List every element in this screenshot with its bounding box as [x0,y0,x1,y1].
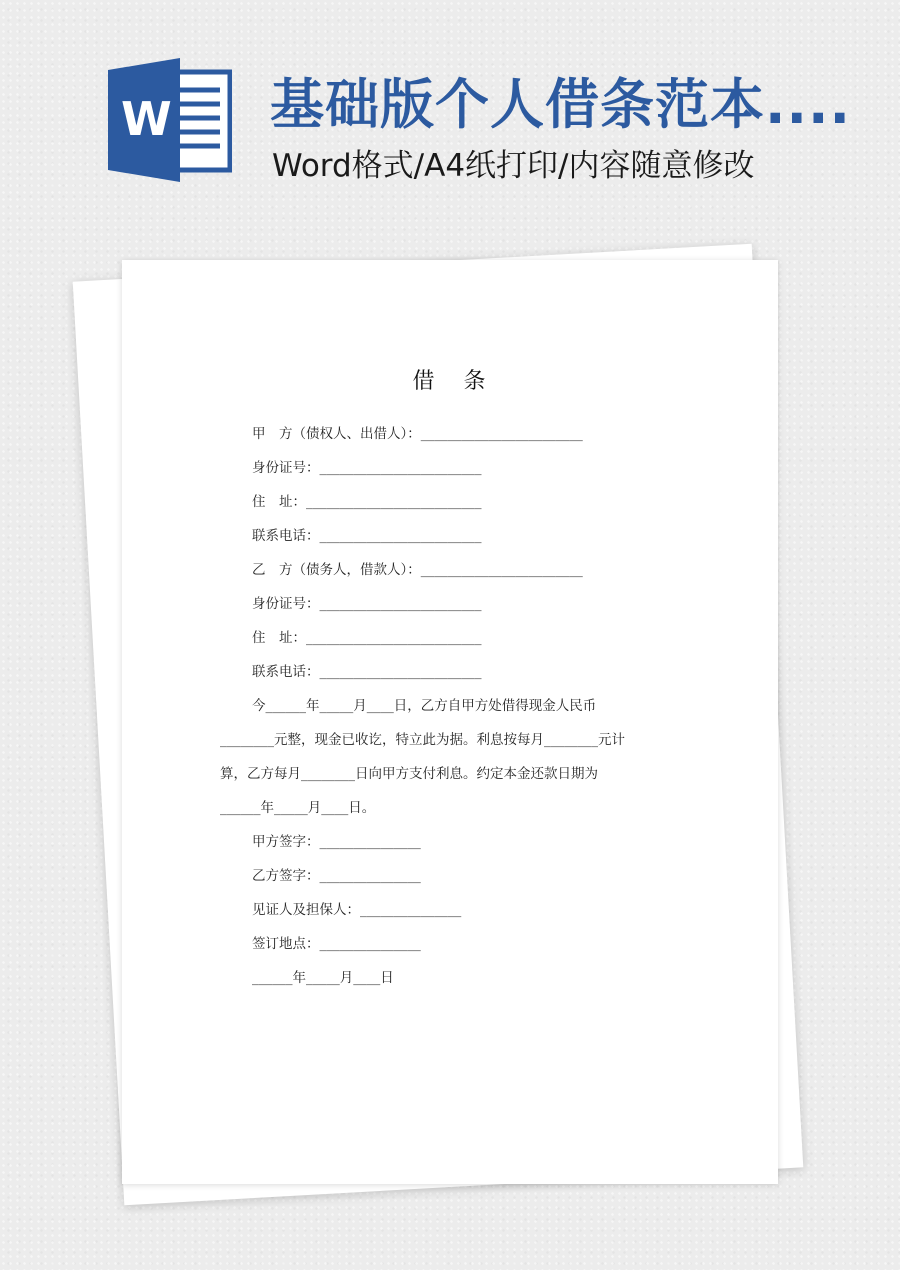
page-subtitle: Word格式/A4纸打印/内容随意修改 [272,148,755,184]
borrower-address-line: 住 址：__________________________ [252,630,482,646]
lender-line: 甲 方（债权人、出借人）：________________________ [252,426,583,442]
lender-phone-line: 联系电话：________________________ [252,528,482,544]
lender-address-line: 住 址：__________________________ [252,494,482,510]
banner-header [0,0,900,240]
document-page [122,260,778,1184]
party-b-signature-line: 乙方签字：_______________ [252,868,421,884]
signing-place-line: 签订地点：_______________ [252,936,421,952]
body-paragraph-line-2: ________元整，现金已收讫，特立此为据。利息按每月________元计 [220,732,625,748]
signing-date-line: ______年_____月____日 [252,970,394,986]
body-paragraph-line-4: ______年_____月____日。 [220,800,376,816]
party-a-signature-line: 甲方签字：_______________ [252,834,421,850]
logo-letter: W [121,92,172,146]
borrower-line: 乙 方（债务人，借款人）：________________________ [252,562,583,578]
page-title: 基础版个人借条范本.... [270,73,852,136]
witness-guarantor-line: 见证人及担保人：_______________ [252,902,462,918]
borrower-phone-line: 联系电话：________________________ [252,664,482,680]
body-paragraph-line-3: 算，乙方每月________日向甲方支付利息。约定本金还款日期为 [220,766,598,782]
body-paragraph-line-1: 今______年_____月____日，乙方自甲方处借得现金人民币 [252,698,597,714]
document-title: 借 条 [412,369,488,394]
lender-id-line: 身份证号：________________________ [252,460,482,476]
borrower-id-line: 身份证号：________________________ [252,596,482,612]
